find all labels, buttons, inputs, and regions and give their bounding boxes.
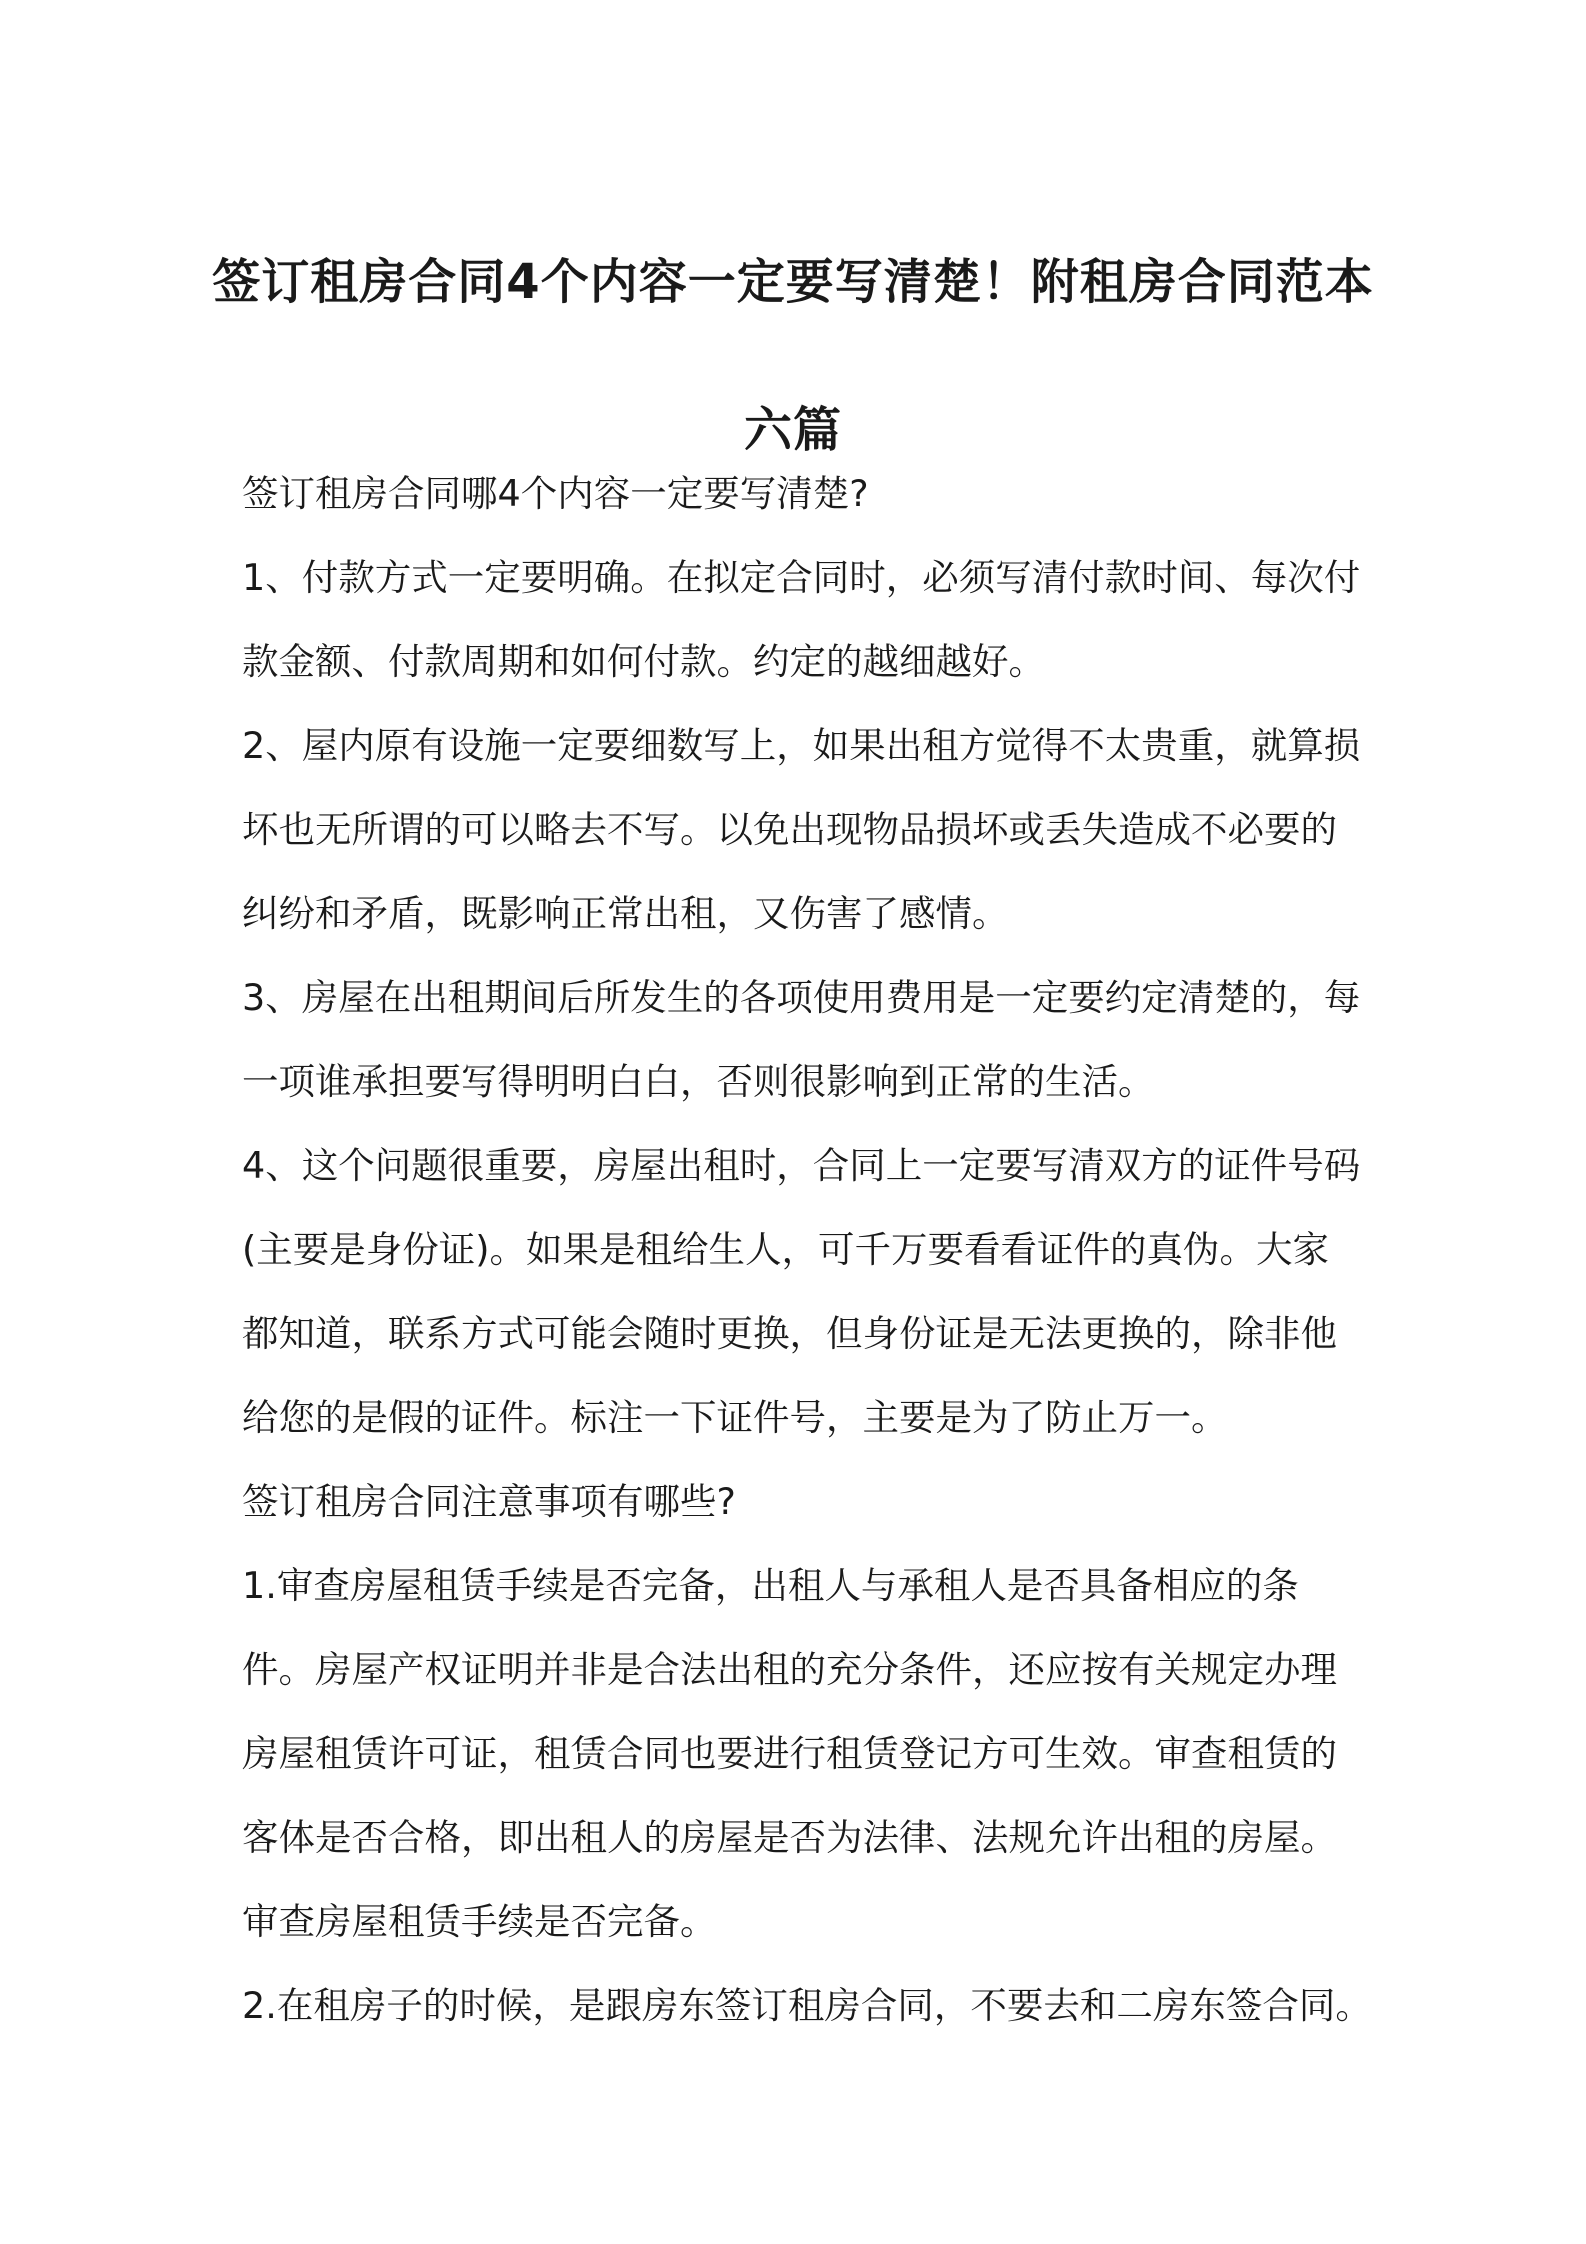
paragraph-item-4-id-documents: 4、这个问题很重要，房屋出租时，合同上一定要写清双方的证件号码(主要是身份证)。如果是租给生人，可千万要看看证件的真伪。大家都知道，联系方式可能会随时更换，但身份证是无法更换的，除非他给您的是假的证件。标注一下证件号，主要是为了防止万一。 — [242, 1144, 1361, 1439]
paragraph-precaution-2: 2.在租房子的时候，是跟房东签订租房合同，不要去和二房东签合同。 — [242, 1984, 1372, 2027]
document-title: 签订租房合同4个内容一定要写清楚！附租房合同范本六篇 — [212, 254, 1374, 458]
section-heading-precautions: 签订租房合同注意事项有哪些? — [242, 1480, 736, 1523]
paragraph-item-2-facilities: 2、屋内原有设施一定要细数写上，如果出租方觉得不太贵重，就算损坏也无所谓的可以略去不写。以免出现物品损坏或丢失造成不必要的纠纷和矛盾，既影响正常出租，又伤害了感情。 — [242, 724, 1361, 935]
paragraph-item-1-payment: 1、付款方式一定要明确。在拟定合同时，必须写清付款时间、每次付款金额、付款周期和如何付款。约定的越细越好。 — [242, 556, 1361, 683]
section-heading-contract-contents: 签订租房合同哪4个内容一定要写清楚? — [242, 472, 869, 515]
paragraph-item-3-expenses: 3、房屋在出租期间后所发生的各项使用费用是一定要约定清楚的，每一项谁承担要写得明明白白，否则很影响到正常的生活。 — [242, 976, 1361, 1103]
paragraph-precaution-1: 1.审查房屋租赁手续是否完备，出租人与承租人是否具备相应的条件。房屋产权证明并非是合法出租的充分条件，还应按有关规定办理房屋租赁许可证，租赁合同也要进行租赁登记方可生效。审查租赁的客体是否合格，即出租人的房屋是否为法律、法规允许出租的房屋。审查房屋租赁手续是否完备。 — [242, 1564, 1337, 1943]
document-body — [242, 452, 1372, 2048]
